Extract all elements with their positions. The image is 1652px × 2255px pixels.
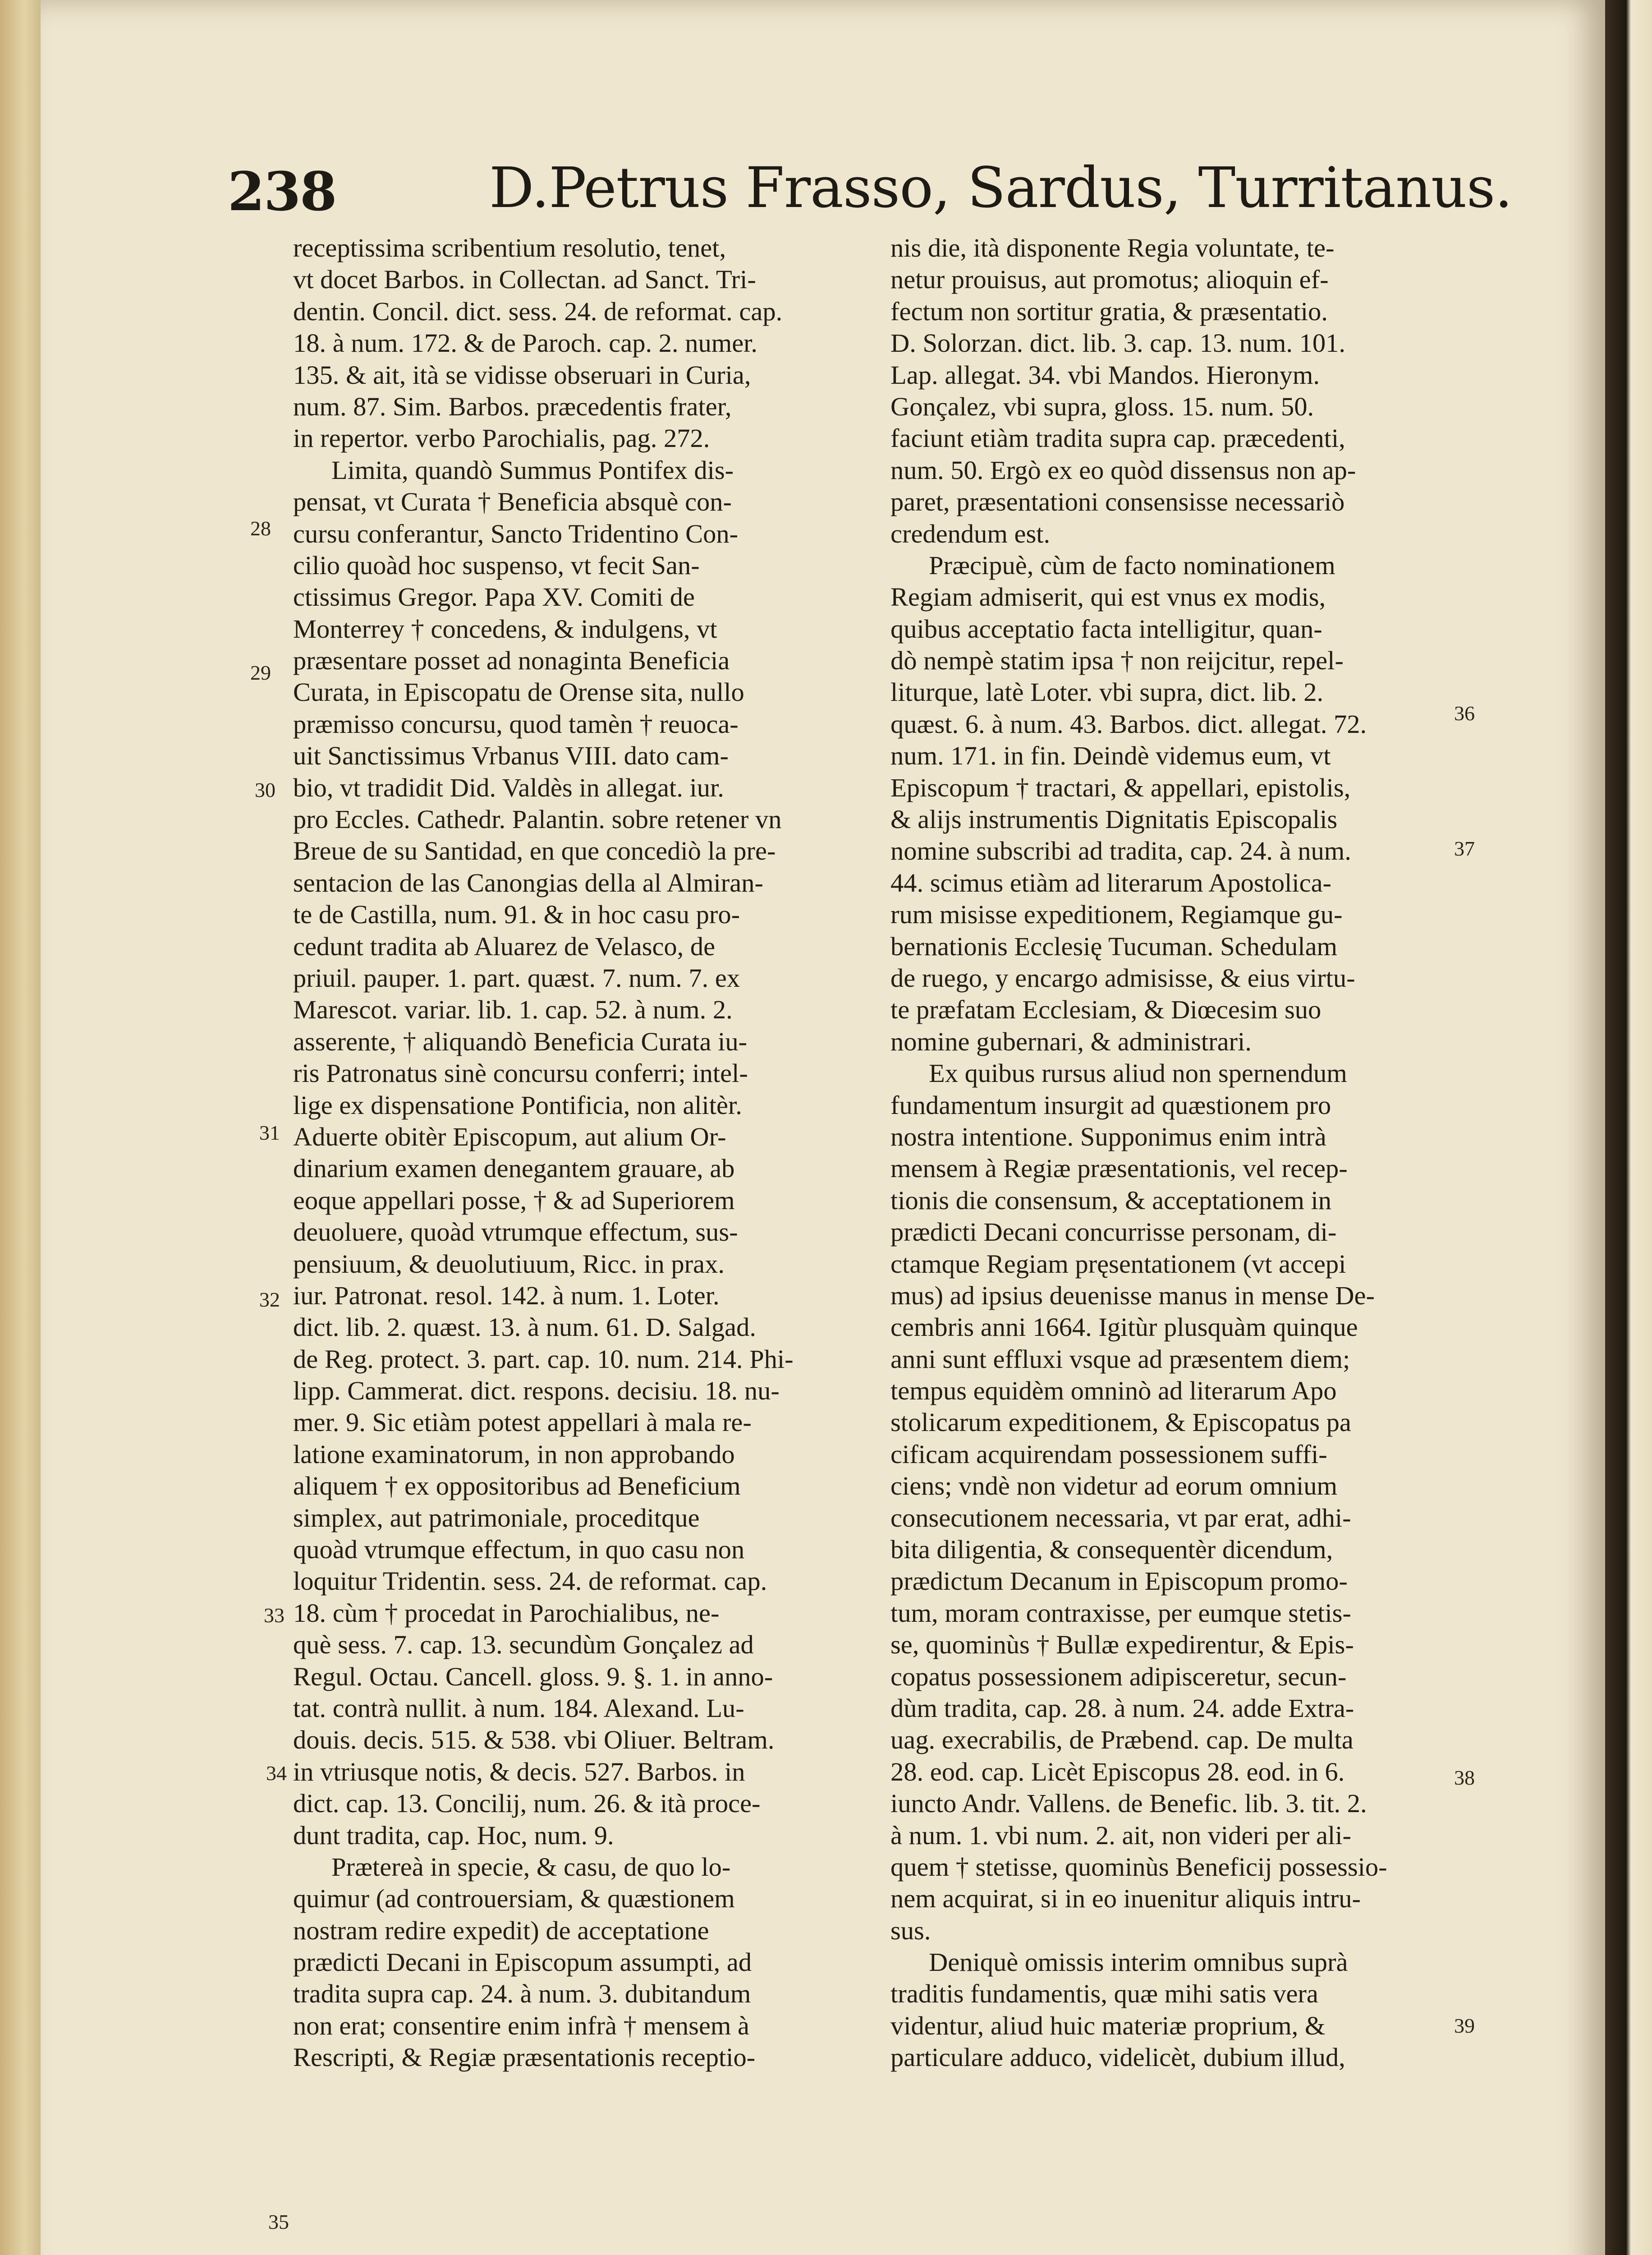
page-number: 238 [228, 160, 336, 223]
text-line: tempus equidèm omninò ad literarum Apo [890, 1376, 1337, 1406]
margin-number: 36 [1454, 702, 1475, 725]
text-line: sentacion de las Canongias della al Almiran- [293, 868, 763, 897]
text-line: copatus possessionem adipisceretur, secun- [890, 1661, 1347, 1691]
text-line: tradita supra cap. 24. à num. 3. dubitandum [293, 1979, 751, 2009]
text-line: pro Eccles. Cathedr. Palantin. sobre retener vn [293, 805, 782, 834]
text-line: tionis die consensum, & acceptationem in [890, 1185, 1332, 1215]
text-line: pensiuum, & deuolutiuum, Ricc. in prax. [293, 1249, 725, 1279]
running-head: D.Petrus Frasso, Sardus, Turritanus. [489, 156, 1512, 221]
text-line: sus. [890, 1915, 931, 1945]
text-line: Lap. allegat. 34. vbi Mandos. Hieronym. [890, 360, 1320, 390]
text-line: ris Patronatus sinè concursu conferri; intel- [293, 1058, 748, 1088]
text-line: 18. cùm † procedat in Parochialibus, ne- [293, 1598, 720, 1628]
text-line: particulare adduco, videlicèt, dubium illud, [890, 2043, 1345, 2072]
margin-number: 33 [264, 1604, 285, 1627]
text-line: & alijs instrumentis Dignitatis Episcopalis [890, 805, 1338, 834]
text-line: paret, præsentationi consensisse necessariò [890, 487, 1345, 517]
text-line: liturque, latè Loter. vbi supra, dict. lib. 2. [890, 677, 1324, 707]
text-line: pensat, vt Curata † Beneficia absquè con- [293, 487, 732, 517]
text-line: cilio quoàd hoc suspenso, vt fecit San- [293, 550, 700, 580]
text-line: non erat; consentire enim infrà † mensem à [293, 2011, 750, 2040]
text-line: Prætereà in specie, & casu, de quo lo- [331, 1852, 731, 1882]
text-line: quibus acceptatio facta intelligitur, quan- [890, 614, 1322, 644]
margin-number: 37 [1454, 837, 1475, 860]
text-line: dunt tradita, cap. Hoc, num. 9. [293, 1820, 614, 1850]
text-line: bio, vt tradidit Did. Valdès in allegat. iur. [293, 773, 724, 802]
text-line: stolicarum expeditionem, & Episcopatus pa [890, 1408, 1351, 1437]
text-line: 28. eod. cap. Licèt Episcopus 28. eod. in 6. [890, 1757, 1345, 1786]
right-column [890, 232, 1443, 2074]
text-line: Regul. Octau. Cancell. gloss. 9. §. 1. in anno- [293, 1661, 773, 1691]
text-line: 44. scimus etiàm ad literarum Apostolica- [890, 868, 1332, 897]
text-line: simplex, aut patrimoniale, proceditque [293, 1503, 700, 1532]
text-line: asserente, † aliquandò Beneficia Curata iu- [293, 1026, 748, 1056]
text-line: anni sunt effluxi vsque ad præsentem diem; [890, 1344, 1350, 1374]
text-line: iur. Patronat. resol. 142. à num. 1. Loter. [293, 1280, 720, 1310]
text-line: cedunt tradita ab Aluarez de Velasco, de [293, 931, 716, 961]
text-line: num. 171. in fin. Deindè videmus eum, vt [890, 741, 1331, 771]
margin-number: 39 [1454, 2014, 1475, 2037]
text-line: bernationis Ecclesię Tucuman. Schedulam [890, 931, 1338, 961]
facing-page-edge [1605, 0, 1652, 2255]
text-line: Ex quibus rursus aliud non spernendum [929, 1058, 1347, 1088]
text-line: cificam acquirendam possessionem suffi- [890, 1439, 1327, 1469]
text-line: uag. execrabilis, de Præbend. cap. De multa [890, 1725, 1354, 1755]
margin-number: 34 [266, 1762, 287, 1785]
margin-number: 31 [259, 1121, 280, 1144]
text-line: Curata, in Episcopatu de Orense sita, nullo [293, 677, 744, 707]
text-line: latione examinatorum, in non approbando [293, 1439, 735, 1469]
text-line: ctissimus Gregor. Papa XV. Comiti de [293, 582, 695, 612]
text-line: dò nempè statim ipsa † non reijcitur, repel- [890, 646, 1344, 676]
text-line: mus) ad ipsius deuenisse manus in mense De- [890, 1280, 1375, 1310]
text-line: vt docet Barbos. in Collectan. ad Sanct. Tri- [293, 265, 756, 295]
text-line: uit Sanctissimus Vrbanus VIII. dato cam- [293, 741, 729, 771]
margin-number: 28 [250, 517, 271, 540]
text-line: Præcipuè, cùm de facto nominationem [929, 550, 1335, 580]
margin-number: 32 [259, 1288, 280, 1311]
text-line: nis die, ità disponente Regia voluntate, te- [890, 233, 1335, 262]
text-line: cursu conferantur, Sancto Tridentino Con- [293, 519, 739, 548]
text-line: Rescripti, & Regiæ præsentationis receptio- [293, 2043, 756, 2072]
text-line: in vtriusque notis, & decis. 527. Barbos. in [293, 1757, 745, 1786]
text-line: eoque appellari posse, † & ad Superiorem [293, 1185, 735, 1215]
text-line: de Reg. protect. 3. part. cap. 10. num. 214. Phi- [293, 1344, 794, 1374]
text-line: deuoluere, quoàd vtrumque effectum, sus- [293, 1217, 738, 1247]
text-line: lige ex dispensatione Pontificia, non alitèr. [293, 1090, 742, 1120]
text-line: netur prouisus, aut promotus; alioquin ef- [890, 265, 1329, 295]
margin-number: 30 [255, 778, 275, 801]
text-line: priuil. pauper. 1. part. quæst. 7. num. 7. ex [293, 963, 740, 993]
text-line: Regiam admiserit, qui est vnus ex modis, [890, 582, 1326, 612]
text-line: tat. contrà nullit. à num. 184. Alexand. Lu- [293, 1693, 744, 1723]
text-line: prædictum Decanum in Episcopum promo- [890, 1566, 1348, 1596]
text-line: dinarium examen denegantem grauare, ab [293, 1154, 735, 1183]
text-line: Monterrey † concedens, & indulgens, vt [293, 614, 717, 644]
text-line: cembris anni 1664. Igitùr plusquàm quinque [890, 1312, 1358, 1342]
text-line: credendum est. [890, 519, 1051, 548]
text-line: ctamque Regiam pręsentationem (vt accepi [890, 1249, 1346, 1279]
text-line: dentin. Concil. dict. sess. 24. de reformat. cap. [293, 296, 783, 326]
text-line: quoàd vtrumque effectum, in quo casu non [293, 1535, 745, 1565]
text-line: ciens; vndè non videtur ad eorum omnium [890, 1471, 1338, 1501]
text-line: præmisso concursu, quod tamèn † reuoca- [293, 709, 739, 739]
text-line: dùm tradita, cap. 28. à num. 24. adde Extra- [890, 1693, 1354, 1723]
text-line: Deniquè omissis interim omnibus suprà [929, 1947, 1348, 1977]
text-line: mer. 9. Sic etiàm potest appellari à mala re- [293, 1408, 752, 1437]
text-line: te de Castilla, num. 91. & in hoc casu pro- [293, 900, 740, 930]
text-line: Episcopum † tractari, & appellari, epistolis, [890, 773, 1351, 802]
margin-number: 29 [250, 661, 271, 684]
book-spine [0, 0, 41, 2255]
text-line: tum, moram contraxisse, per eumque stetis- [890, 1598, 1351, 1628]
margin-number: 38 [1454, 1766, 1475, 1789]
text-line: loquitur Tridentin. sess. 24. de reformat. cap. [293, 1566, 767, 1596]
text-line: aliquem † ex oppositoribus ad Beneficium [293, 1471, 741, 1501]
text-line: lipp. Cammerat. dict. respons. decisiu. 18. nu- [293, 1376, 780, 1406]
text-line: Breue de su Santidad, en que concediò la pre- [293, 836, 776, 866]
text-line: Limita, quandò Summus Pontifex dis- [331, 455, 734, 485]
text-line: rum misisse expeditionem, Regiamque gu- [890, 900, 1343, 930]
text-line: dict. lib. 2. quæst. 13. à num. 61. D. Salgad. [293, 1312, 756, 1342]
text-line: præsentare posset ad nonaginta Beneficia [293, 646, 730, 676]
text-line: in repertor. verbo Parochialis, pag. 272. [293, 423, 710, 453]
text-line: quem † stetisse, quominùs Beneficij possessio- [890, 1852, 1387, 1882]
text-line: nem acquirat, si in eo inuenitur aliquis intru- [890, 1884, 1361, 1914]
text-line: traditis fundamentis, quæ mihi satis vera [890, 1979, 1318, 2009]
text-line: Gonçalez, vbi supra, gloss. 15. num. 50. [890, 391, 1314, 421]
left-column [293, 232, 845, 2074]
text-line: num. 50. Ergò ex eo quòd dissensus non ap- [890, 455, 1356, 485]
text-line: te præfatam Ecclesiam, & Diœcesim suo [890, 995, 1322, 1025]
margin-number: 35 [268, 2210, 289, 2233]
text-line: num. 87. Sim. Barbos. præcedentis frater, [293, 391, 732, 421]
text-line: consecutionem necessaria, vt par erat, adhi- [890, 1503, 1351, 1532]
text-line: iuncto Andr. Vallens. de Benefic. lib. 3. tit. 2. [890, 1789, 1367, 1818]
text-line: dict. cap. 13. Concilij, num. 26. & ità proce- [293, 1789, 761, 1818]
text-line: videntur, aliud huic materiæ proprium, & [890, 2011, 1326, 2040]
text-line: douis. decis. 515. & 538. vbi Oliuer. Beltram. [293, 1725, 775, 1755]
text-line: se, quominùs † Bullæ expedirentur, & Epis- [890, 1630, 1354, 1660]
text-line: Marescot. variar. lib. 1. cap. 52. à num. 2. [293, 995, 733, 1025]
text-line: quæst. 6. à num. 43. Barbos. dict. allegat. 72. [890, 709, 1367, 739]
text-line: Aduerte obitèr Episcopum, aut alium Or- [293, 1122, 726, 1151]
text-line: 135. & ait, ità se vidisse obseruari in Curia, [293, 360, 751, 390]
text-line: fectum non sortitur gratia, & præsentatio. [890, 296, 1328, 326]
text-line: receptissima scribentium resolutio, tenet, [293, 233, 726, 262]
text-line: què sess. 7. cap. 13. secundùm Gonçalez ad [293, 1630, 754, 1660]
text-line: quimur (ad controuersiam, & quæstionem [293, 1884, 735, 1914]
text-line: 18. à num. 172. & de Paroch. cap. 2. numer. [293, 328, 758, 358]
text-line: faciunt etiàm tradita supra cap. præcedenti, [890, 423, 1345, 453]
text-line: prædicti Decani in Episcopum assumpti, ad [293, 1947, 752, 1977]
text-line: nomine subscribi ad tradita, cap. 24. à num. [890, 836, 1351, 866]
text-line: prædicti Decani concurrisse personam, di- [890, 1217, 1337, 1247]
text-line: nomine gubernari, & administrari. [890, 1026, 1252, 1056]
text-line: nostram redire expedit) de acceptatione [293, 1915, 709, 1945]
text-line: fundamentum insurgit ad quæstionem pro [890, 1090, 1331, 1120]
text-line: nostra intentione. Supponimus enim intrà [890, 1122, 1326, 1151]
text-line: mensem à Regiæ præsentationis, vel recep- [890, 1154, 1348, 1183]
text-line: à num. 1. vbi num. 2. ait, non videri per ali- [890, 1820, 1351, 1850]
text-line: D. Solorzan. dict. lib. 3. cap. 13. num. 101. [890, 328, 1345, 358]
text-line: de ruego, y encargo admisisse, & eius virtu- [890, 963, 1355, 993]
text-line: bita diligentia, & consequentèr dicendum, [890, 1535, 1333, 1565]
